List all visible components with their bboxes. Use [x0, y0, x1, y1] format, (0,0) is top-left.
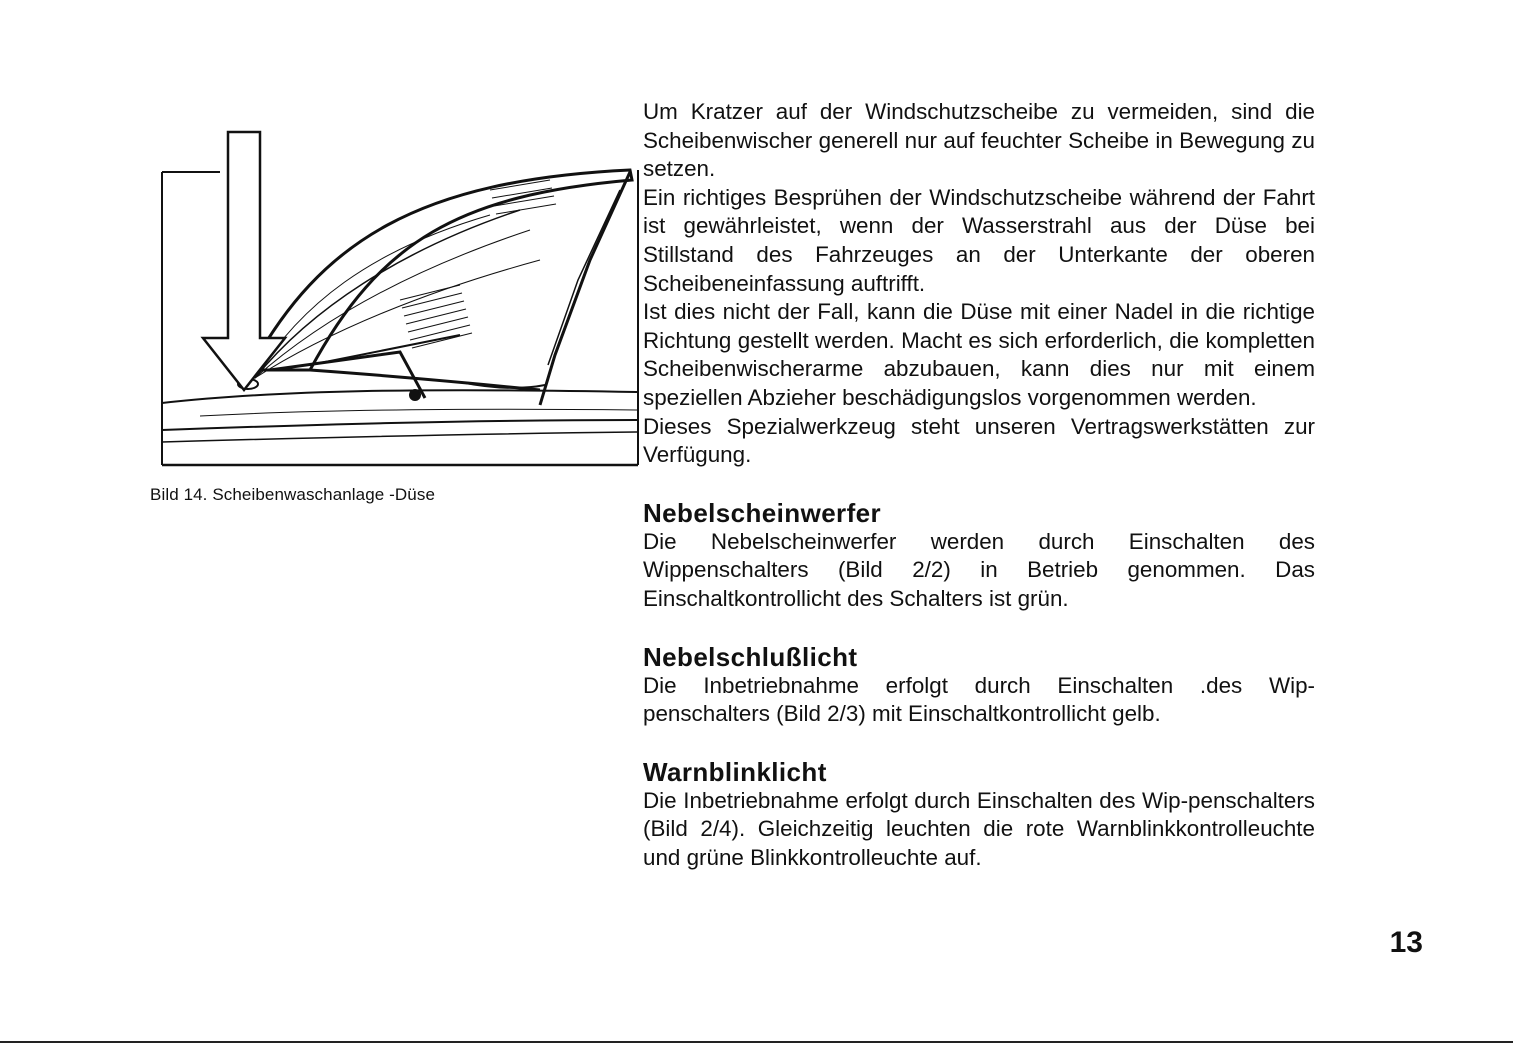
section-heading: Nebelschlußlicht [643, 641, 858, 672]
figure-windshield-washer-nozzle [160, 120, 642, 470]
windshield-illustration [160, 120, 642, 470]
page-number: 13 [1389, 926, 1423, 959]
figure-caption: Bild 14. Scheibenwaschanlage -Düse [150, 485, 436, 504]
paragraph: Ist dies nicht der Fall, kann die Düse mit einer Nadel in die richtige Richtung gestellt werden. Macht es sich erforderlich, die kompletten Scheibenwischerarme abzubauen, kann dies nur mit einem speziellen Abzieher beschädigungslos vorgenommen werden. [643, 299, 1315, 410]
section-heading: Nebelscheinwerfer [643, 497, 882, 528]
section-heading: Warnblinklicht [643, 756, 827, 787]
bottom-divider [0, 1041, 1513, 1043]
down-arrow-icon [203, 132, 285, 390]
section-text: Die Inbetriebnahme erfolgt durch Einschalten .des Wip-penschalters (Bild 2/3) mit Einschaltkontrollicht gelb. [643, 672, 1315, 727]
paragraph: Um Kratzer auf der Windschutzscheibe zu vermeiden, sind die Scheibenwischer generell nur auf feuchter Scheibe in Bewegung zu setzen. [643, 99, 1315, 182]
section-text: Die Nebelscheinwerfer werden durch Einschalten des Wippenschalters (Bild 2/2) in Betrieb genommen. Das Einschaltkontrollicht des Schalters ist grün. [643, 528, 1315, 611]
main-text-column [643, 98, 1315, 872]
paragraph: Dieses Spezialwerkzeug steht unseren Vertragswerkstätten zur Verfügung. [643, 413, 1315, 468]
paragraph: Ein richtiges Besprühen der Windschutzscheibe während der Fahrt ist gewährleistet, wenn der Wasserstrahl aus der Düse bei Stillstand des Fahrzeuges an der Unterkante der oberen Scheibeneinfassung auftrifft. [643, 184, 1315, 296]
section-text: Die Inbetriebnahme erfolgt durch Einschalten des Wip-penschalters (Bild 2/4). Gleichzeitig leuchten die rote Warnblinkkontrolleuchte und grüne Blinkkontrolleuchte auf. [643, 787, 1315, 870]
